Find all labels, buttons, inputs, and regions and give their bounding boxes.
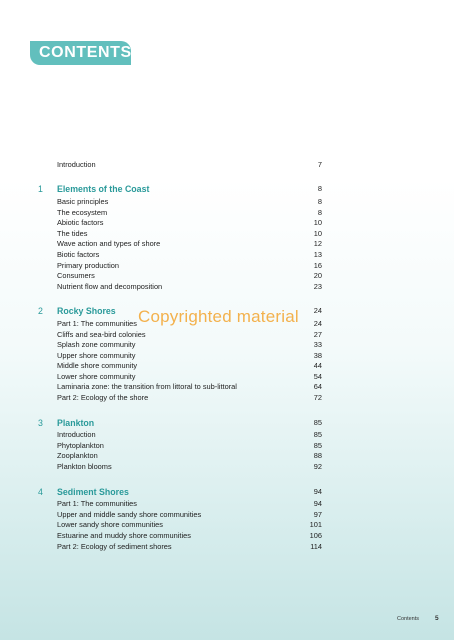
toc-entry-title: Phytoplankton <box>57 441 104 450</box>
toc-entry-page: 64 <box>313 382 322 391</box>
toc-entry-title: Middle shore community <box>57 361 138 370</box>
toc-entry-title: Upper and middle sandy shore communities <box>57 510 202 519</box>
copyright-watermark: Copyrighted material <box>138 307 299 326</box>
toc-entry-page: 114 <box>310 542 322 551</box>
toc-entry[interactable] <box>0 361 454 371</box>
toc-entry-title: Introduction <box>57 430 96 439</box>
toc-entry[interactable] <box>0 430 454 440</box>
toc-entry-page: 23 <box>313 282 322 291</box>
toc-entry-title: Nutrient flow and decomposition <box>57 282 163 291</box>
toc-entry-page: 92 <box>313 462 322 471</box>
chapter-page: 94 <box>313 487 322 496</box>
chapter-title: Plankton <box>57 418 95 428</box>
toc-entry[interactable] <box>0 520 454 530</box>
toc-entry-title: Lower shore community <box>57 372 136 381</box>
toc-chapter-3[interactable] <box>0 417 454 429</box>
toc-entry[interactable] <box>0 271 454 281</box>
toc-entry-page: 10 <box>313 229 322 238</box>
toc-entry-title: Part 2: Ecology of sediment shores <box>57 542 172 551</box>
toc-entry[interactable] <box>0 382 454 392</box>
toc-entry[interactable] <box>0 441 454 451</box>
toc-entry[interactable] <box>0 208 454 218</box>
toc-entry-title: Laminaria zone: the transition from littoral to sub-littoral <box>57 382 237 391</box>
toc-entry-page: 7 <box>317 160 322 169</box>
toc-entry-page: 16 <box>313 261 322 270</box>
toc-entry-title: Zooplankton <box>57 451 98 460</box>
chapter-title: Rocky Shores <box>57 306 116 316</box>
toc-entry-page: 94 <box>313 499 322 508</box>
toc-entry-page: 106 <box>309 531 322 540</box>
toc-entry-page: 8 <box>317 197 322 206</box>
toc-entry-title: The tides <box>57 229 88 238</box>
toc-entry[interactable] <box>0 351 454 361</box>
toc-entry[interactable] <box>0 462 454 472</box>
chapter-number: 1 <box>38 184 43 194</box>
toc-entry-title: Introduction <box>57 160 96 169</box>
toc-entry-title: Splash zone community <box>57 340 136 349</box>
toc-entry-title: Estuarine and muddy shore communities <box>57 531 191 540</box>
toc-entry[interactable] <box>0 451 454 461</box>
chapter-page: 85 <box>313 418 322 427</box>
toc-entry[interactable] <box>0 510 454 520</box>
toc-entry-page: 24 <box>313 319 322 328</box>
toc-entry[interactable] <box>0 282 454 292</box>
toc-entry-title: Upper shore community <box>57 351 136 360</box>
chapter-title: Elements of the Coast <box>57 184 150 194</box>
toc-entry[interactable] <box>0 499 454 509</box>
toc-entry-title: Wave action and types of shore <box>57 239 161 248</box>
toc-entry-page: 88 <box>313 451 322 460</box>
toc-entry-page: 8 <box>317 208 322 217</box>
footer-page-number: 5 <box>435 615 439 622</box>
toc-entry-page: 38 <box>313 351 322 360</box>
toc-entry-page: 44 <box>313 361 322 370</box>
toc-entry[interactable] <box>0 197 454 207</box>
toc-entry[interactable] <box>0 372 454 382</box>
toc-entry-page: 97 <box>313 510 322 519</box>
toc-entry-page: 33 <box>313 340 322 349</box>
toc-entry-title: Lower sandy shore communities <box>57 520 163 529</box>
toc-entry-title: Basic principles <box>57 197 109 206</box>
chapter-number: 4 <box>38 487 43 497</box>
toc-entry[interactable] <box>0 340 454 350</box>
toc-entry-title: Cliffs and sea-bird colonies <box>57 330 146 339</box>
chapter-page: 8 <box>317 184 322 193</box>
toc-entry[interactable] <box>0 393 454 403</box>
chapter-number: 2 <box>38 306 43 316</box>
toc-entry[interactable] <box>0 250 454 260</box>
toc-entry[interactable] <box>0 218 454 228</box>
toc-chapter-4[interactable] <box>0 486 454 498</box>
chapter-title: Sediment Shores <box>57 487 129 497</box>
footer-section-label: Contents <box>397 616 420 622</box>
toc-entry-page: 13 <box>313 250 322 259</box>
toc-entry-title: Plankton blooms <box>57 462 112 471</box>
toc-entry[interactable] <box>0 261 454 271</box>
chapter-number: 3 <box>38 418 43 428</box>
toc-entry[interactable] <box>0 229 454 239</box>
toc-entry-title: Primary production <box>57 261 120 270</box>
toc-entry-page: 85 <box>313 441 322 450</box>
toc-entry-page: 27 <box>313 330 322 339</box>
toc-entry[interactable] <box>0 531 454 541</box>
toc-entry-page: 72 <box>313 393 322 402</box>
toc-entry[interactable] <box>0 542 454 552</box>
toc-entry-page: 54 <box>313 372 322 381</box>
toc-entry-page: 85 <box>313 430 322 439</box>
toc-entry-title: The ecosystem <box>57 208 108 217</box>
toc-entry-page: 101 <box>309 520 322 529</box>
toc-entry[interactable] <box>0 330 454 340</box>
contents-heading: CONTENTS <box>39 44 132 61</box>
toc-entry-page: 20 <box>313 271 322 280</box>
toc-chapter-1[interactable] <box>0 183 454 195</box>
toc-intro-row[interactable] <box>0 160 454 170</box>
toc-entry-title: Part 1: The communities <box>57 499 137 508</box>
toc-entry-page: 12 <box>313 239 322 248</box>
toc-entry-title: Part 2: Ecology of the shore <box>57 393 149 402</box>
toc-entry-title: Part 1: The communities <box>57 319 137 328</box>
toc-entry-page: 10 <box>313 218 322 227</box>
chapter-page: 24 <box>313 306 322 315</box>
toc-entry-title: Abiotic factors <box>57 218 104 227</box>
toc-entry[interactable] <box>0 239 454 249</box>
toc-entry-title: Biotic factors <box>57 250 100 259</box>
toc-entry-title: Consumers <box>57 271 95 280</box>
